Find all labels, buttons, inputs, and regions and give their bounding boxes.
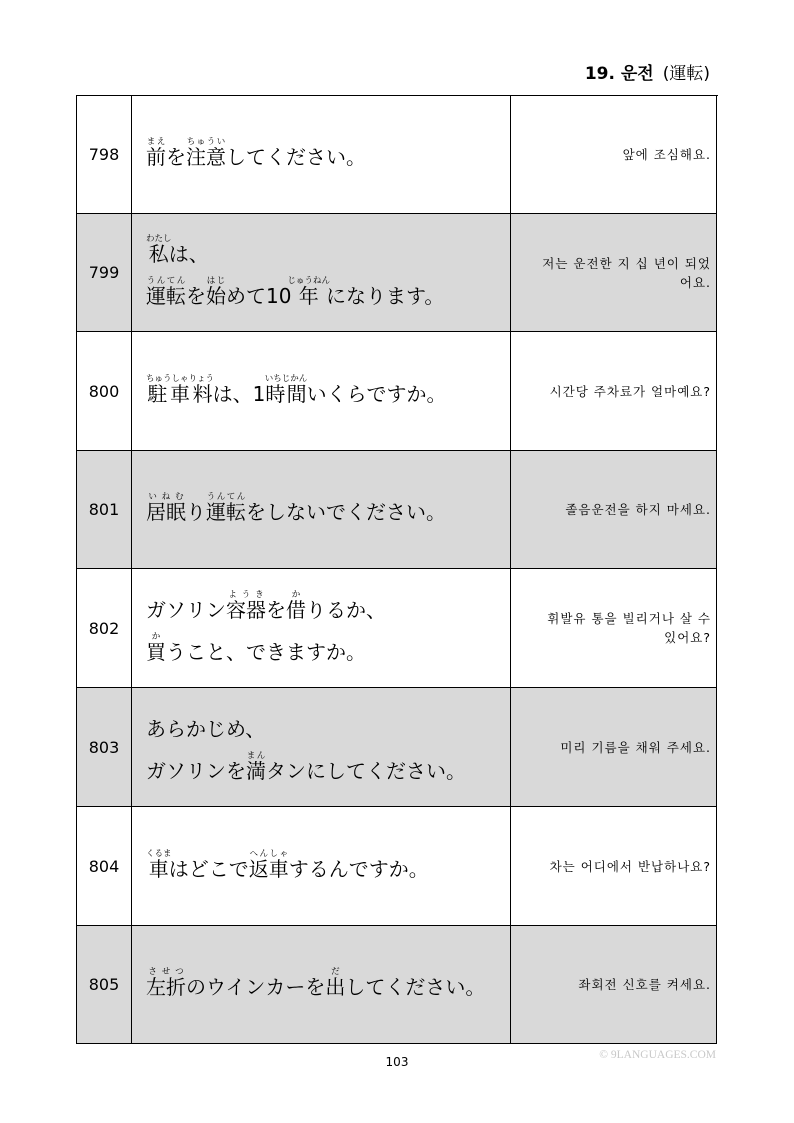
phrase-number: 800 xyxy=(77,332,132,451)
kanji-base: 運転 xyxy=(146,284,186,308)
kanji-base: 容器 xyxy=(226,597,266,622)
kanji-base: 注意 xyxy=(186,145,226,169)
japanese-text: うこと、できますか。 xyxy=(166,639,366,664)
phrase-number: 798 xyxy=(77,96,132,214)
kanji-base: 車 xyxy=(146,856,172,881)
phrase-number: 801 xyxy=(77,451,132,569)
ruby-word xyxy=(146,137,166,169)
kanji-base: 年 xyxy=(287,284,330,308)
japanese-line xyxy=(146,708,510,750)
ruby-word xyxy=(146,492,186,524)
japanese-text: あらかじめ、 xyxy=(146,716,266,741)
furigana: か xyxy=(146,631,166,642)
japanese-line xyxy=(146,966,510,1008)
phrase-row xyxy=(77,807,718,926)
japanese-line xyxy=(146,631,510,673)
furigana: ちゅうい xyxy=(186,137,226,147)
section-title-text: 19. 운전 xyxy=(584,64,654,84)
korean-line: 저는 운전한 지 십 년이 되었 xyxy=(542,255,711,271)
korean-translation xyxy=(511,96,717,214)
phrase-number: 802 xyxy=(77,569,132,688)
furigana: だ xyxy=(325,967,346,977)
japanese-line xyxy=(146,750,510,792)
furigana: まん xyxy=(246,750,266,761)
japanese-text: を xyxy=(266,597,286,622)
ruby-word xyxy=(206,276,226,308)
japanese-text: いくらですか。 xyxy=(306,381,447,406)
furigana: まえ xyxy=(146,137,166,147)
japanese-text: タンにしてください。 xyxy=(266,758,466,783)
kanji-base: 時間 xyxy=(264,381,308,406)
korean-translation xyxy=(511,569,717,688)
japanese-line xyxy=(146,491,510,533)
korean-translation xyxy=(511,214,717,332)
kanji-base: 満 xyxy=(246,758,266,783)
kanji-base: 私 xyxy=(146,242,172,266)
kanji-base: 返車 xyxy=(248,856,289,881)
phrase-row xyxy=(77,569,718,688)
furigana: はじ xyxy=(206,276,226,286)
japanese-line xyxy=(146,233,510,275)
japanese-line xyxy=(146,589,510,631)
phrase-number: 805 xyxy=(77,926,132,1044)
phrase-row xyxy=(77,926,718,1044)
ruby-word xyxy=(248,848,289,881)
korean-line: 어요. xyxy=(679,274,711,290)
japanese-text: りるか、 xyxy=(306,597,386,622)
japanese-phrase xyxy=(132,688,511,807)
japanese-text: をしないでください。 xyxy=(246,500,446,524)
phrase-number: 803 xyxy=(77,688,132,807)
japanese-text: り xyxy=(186,500,206,524)
phrase-row xyxy=(77,451,718,569)
furigana: じゅうねん xyxy=(287,276,330,286)
japanese-text: を xyxy=(186,284,206,308)
japanese-text: を xyxy=(166,145,186,169)
ruby-word xyxy=(264,373,308,406)
furigana: くるま xyxy=(146,848,172,859)
furigana: うんてん xyxy=(146,276,186,286)
korean-translation xyxy=(511,451,717,569)
japanese-phrase xyxy=(132,96,511,214)
furigana: ちゅうしゃりょう xyxy=(146,373,215,384)
kanji-base: 前 xyxy=(146,145,166,169)
furigana: わたし xyxy=(146,234,172,244)
kanji-base: 買 xyxy=(146,639,166,664)
ruby-word xyxy=(146,276,186,308)
ruby-word xyxy=(186,137,226,169)
kanji-base: 駐車料 xyxy=(146,381,214,406)
furigana: か xyxy=(286,589,306,600)
korean-line: 휘발유 통을 빌리거나 살 수 xyxy=(547,611,711,626)
japanese-phrase xyxy=(132,807,511,926)
phrase-row xyxy=(77,332,718,451)
korean-line: 좌회전 신호를 켜세요. xyxy=(578,977,711,992)
phrase-row xyxy=(77,688,718,807)
japanese-phrase xyxy=(132,332,511,451)
japanese-line xyxy=(146,275,510,317)
section-title-kanji: (運転) xyxy=(662,64,710,84)
japanese-text: ガソリンを xyxy=(146,758,246,783)
japanese-line xyxy=(146,848,510,890)
korean-translation xyxy=(511,807,717,926)
kanji-base: 借 xyxy=(286,597,306,622)
korean-line: 있어요? xyxy=(664,630,711,645)
japanese-text: ガソリン xyxy=(146,597,226,622)
kanji-base: 出 xyxy=(325,975,346,999)
phrase-table xyxy=(76,95,718,1044)
furigana: させつ xyxy=(146,967,186,977)
korean-line: 시간당 주차료가 얼마예요? xyxy=(549,383,711,399)
phrase-number: 804 xyxy=(77,807,132,926)
ruby-word xyxy=(226,589,266,622)
japanese-phrase xyxy=(132,926,511,1044)
kanji-base: 居眠 xyxy=(146,500,186,524)
japanese-text: めて10 xyxy=(226,284,292,308)
kanji-base: 左折 xyxy=(146,975,186,999)
furigana: うんてん xyxy=(206,492,246,502)
furigana: へんしゃ xyxy=(248,848,289,859)
japanese-phrase xyxy=(132,214,511,332)
furigana: いねむ xyxy=(146,492,186,502)
furigana: いちじかん xyxy=(264,373,308,384)
japanese-line xyxy=(146,136,510,178)
japanese-text: してください。 xyxy=(345,975,486,999)
japanese-text: してください。 xyxy=(226,145,366,169)
kanji-base: 始 xyxy=(206,284,226,308)
ruby-word xyxy=(146,967,186,999)
korean-translation xyxy=(511,332,717,451)
korean-line: 미리 기름을 채워 주세요. xyxy=(560,739,711,755)
phrase-number: 799 xyxy=(77,214,132,332)
japanese-text: のウインカーを xyxy=(186,975,326,999)
japanese-text: するんですか。 xyxy=(288,856,429,881)
ruby-word xyxy=(246,750,266,783)
japanese-line xyxy=(146,373,510,415)
korean-line: 앞에 조심해요. xyxy=(622,147,711,162)
korean-line: 차는 어디에서 반납하나요? xyxy=(549,858,711,874)
japanese-text: になります。 xyxy=(325,284,445,308)
ruby-word xyxy=(146,848,172,881)
korean-line: 졸음운전을 하지 마세요. xyxy=(565,502,711,517)
japanese-phrase xyxy=(132,451,511,569)
ruby-word xyxy=(286,589,306,622)
japanese-text: はどこで xyxy=(168,856,249,881)
page-number: 103 xyxy=(385,1055,409,1069)
watermark: © 9LANGUAGES.COM xyxy=(599,1049,716,1061)
japanese-text: は、 xyxy=(168,242,209,266)
phrase-row xyxy=(77,214,718,332)
ruby-word xyxy=(206,492,246,524)
japanese-text: は、1 xyxy=(212,381,266,406)
japanese-phrase xyxy=(132,569,511,688)
furigana: ようき xyxy=(226,589,266,600)
korean-translation xyxy=(511,688,717,807)
kanji-base: 運転 xyxy=(206,500,246,524)
ruby-word xyxy=(287,276,330,308)
ruby-word xyxy=(146,234,172,266)
ruby-word xyxy=(146,631,166,664)
ruby-word xyxy=(325,967,346,999)
ruby-word xyxy=(146,373,215,406)
section-title xyxy=(585,63,710,85)
phrase-row xyxy=(77,96,718,214)
korean-translation xyxy=(511,926,717,1044)
